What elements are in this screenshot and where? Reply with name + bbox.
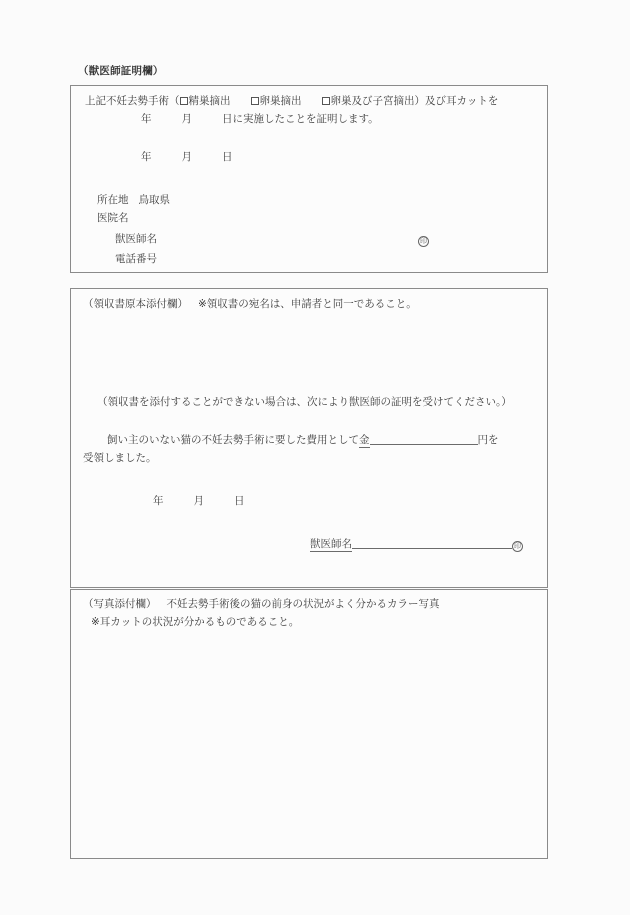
vet-statement-line [85,94,498,108]
receipt-date-line [133,494,245,508]
certify-date-day-label: 日 [222,151,233,163]
address-value[interactable]: 鳥取県 [138,194,170,206]
receipt-section-caption: （領収書原本添付欄） [83,298,188,310]
surgery-date-year-label: 年 [141,113,152,125]
vet-name-line [115,232,157,246]
amount-statement-line-1 [97,433,499,447]
receipt-caption-note: ※領収書の宛名は、申請者と同一であること。 [198,298,417,310]
amount-currency-prefix: 金 [359,434,370,446]
photo-section-caption: （写真添付欄） [83,598,157,610]
amount-statement-line-2: 受領しました。 [83,452,157,464]
surgery-date-month-label: 月 [181,113,192,125]
receipt-seal-icon: 印 [514,542,521,550]
address-label: 所在地 [97,194,129,206]
vet-statement-prefix: 上記不妊去勢手術（ [85,95,180,107]
receipt-date-month-label: 月 [193,495,204,507]
surgery-date-line [121,112,379,126]
photo-caption-text: 不妊去勢手術後の猫の前身の状況がよく分かるカラー写真 [166,598,440,610]
receipt-vet-name-label: 獣医師名 [310,538,352,550]
seal-icon: 印 [420,237,427,245]
phone-line [115,252,157,266]
phone-label: 電話番号 [115,253,157,265]
photo-note: ※耳カットの状況が分かるものであること。 [91,616,300,628]
clinic-name-line [97,211,139,225]
receipt-attachment-panel [70,288,548,588]
certify-date-year-label: 年 [141,151,152,163]
amount-currency-suffix: 円を [477,434,499,446]
address-line [97,193,170,207]
checkbox-testicle-removal[interactable] [180,97,188,105]
checkbox-label-ovary-uterus-removal: 卵巣及び子宮摘出 [330,95,415,107]
vet-statement-suffix: ）及び耳カットを [414,95,499,107]
receipt-caption-line [83,297,417,311]
clinic-name-label: 医院名 [97,212,129,224]
amount-input-field[interactable] [370,433,478,445]
receipt-vet-name-line [310,537,523,552]
receipt-vet-name-field[interactable] [352,537,512,549]
receipt-date-day-label: 日 [234,495,245,507]
photo-caption-line [83,597,440,611]
receipt-fallback-note: （領収書を添付することができない場合は、次により獣医師の証明を受けてください。） [97,396,512,408]
certify-date-month-label: 月 [181,151,192,163]
vet-certification-panel [70,85,548,273]
receipt-paste-area[interactable] [83,317,535,387]
vet-name-label: 獣医師名 [115,233,157,245]
checkbox-label-ovary-removal: 卵巣摘出 [259,95,302,107]
photo-paste-area[interactable] [83,638,535,848]
vet-seal-mark [418,232,429,247]
vet-section-caption: （獣医師証明欄） [78,65,164,77]
photo-attachment-panel [70,589,548,859]
amount-statement-prefix: 飼い主のいない猫の不妊去勢手術に要した費用として [107,434,359,446]
surgery-date-trailing-text: に実施したことを証明します。 [232,113,379,125]
checkbox-ovary-removal[interactable] [251,97,259,105]
surgery-date-day-label: 日 [222,113,233,125]
checkbox-ovary-uterus-removal[interactable] [322,97,330,105]
checkbox-label-testicle-removal: 精巣摘出 [188,95,231,107]
certify-date-line [121,150,233,164]
receipt-date-year-label: 年 [153,495,164,507]
